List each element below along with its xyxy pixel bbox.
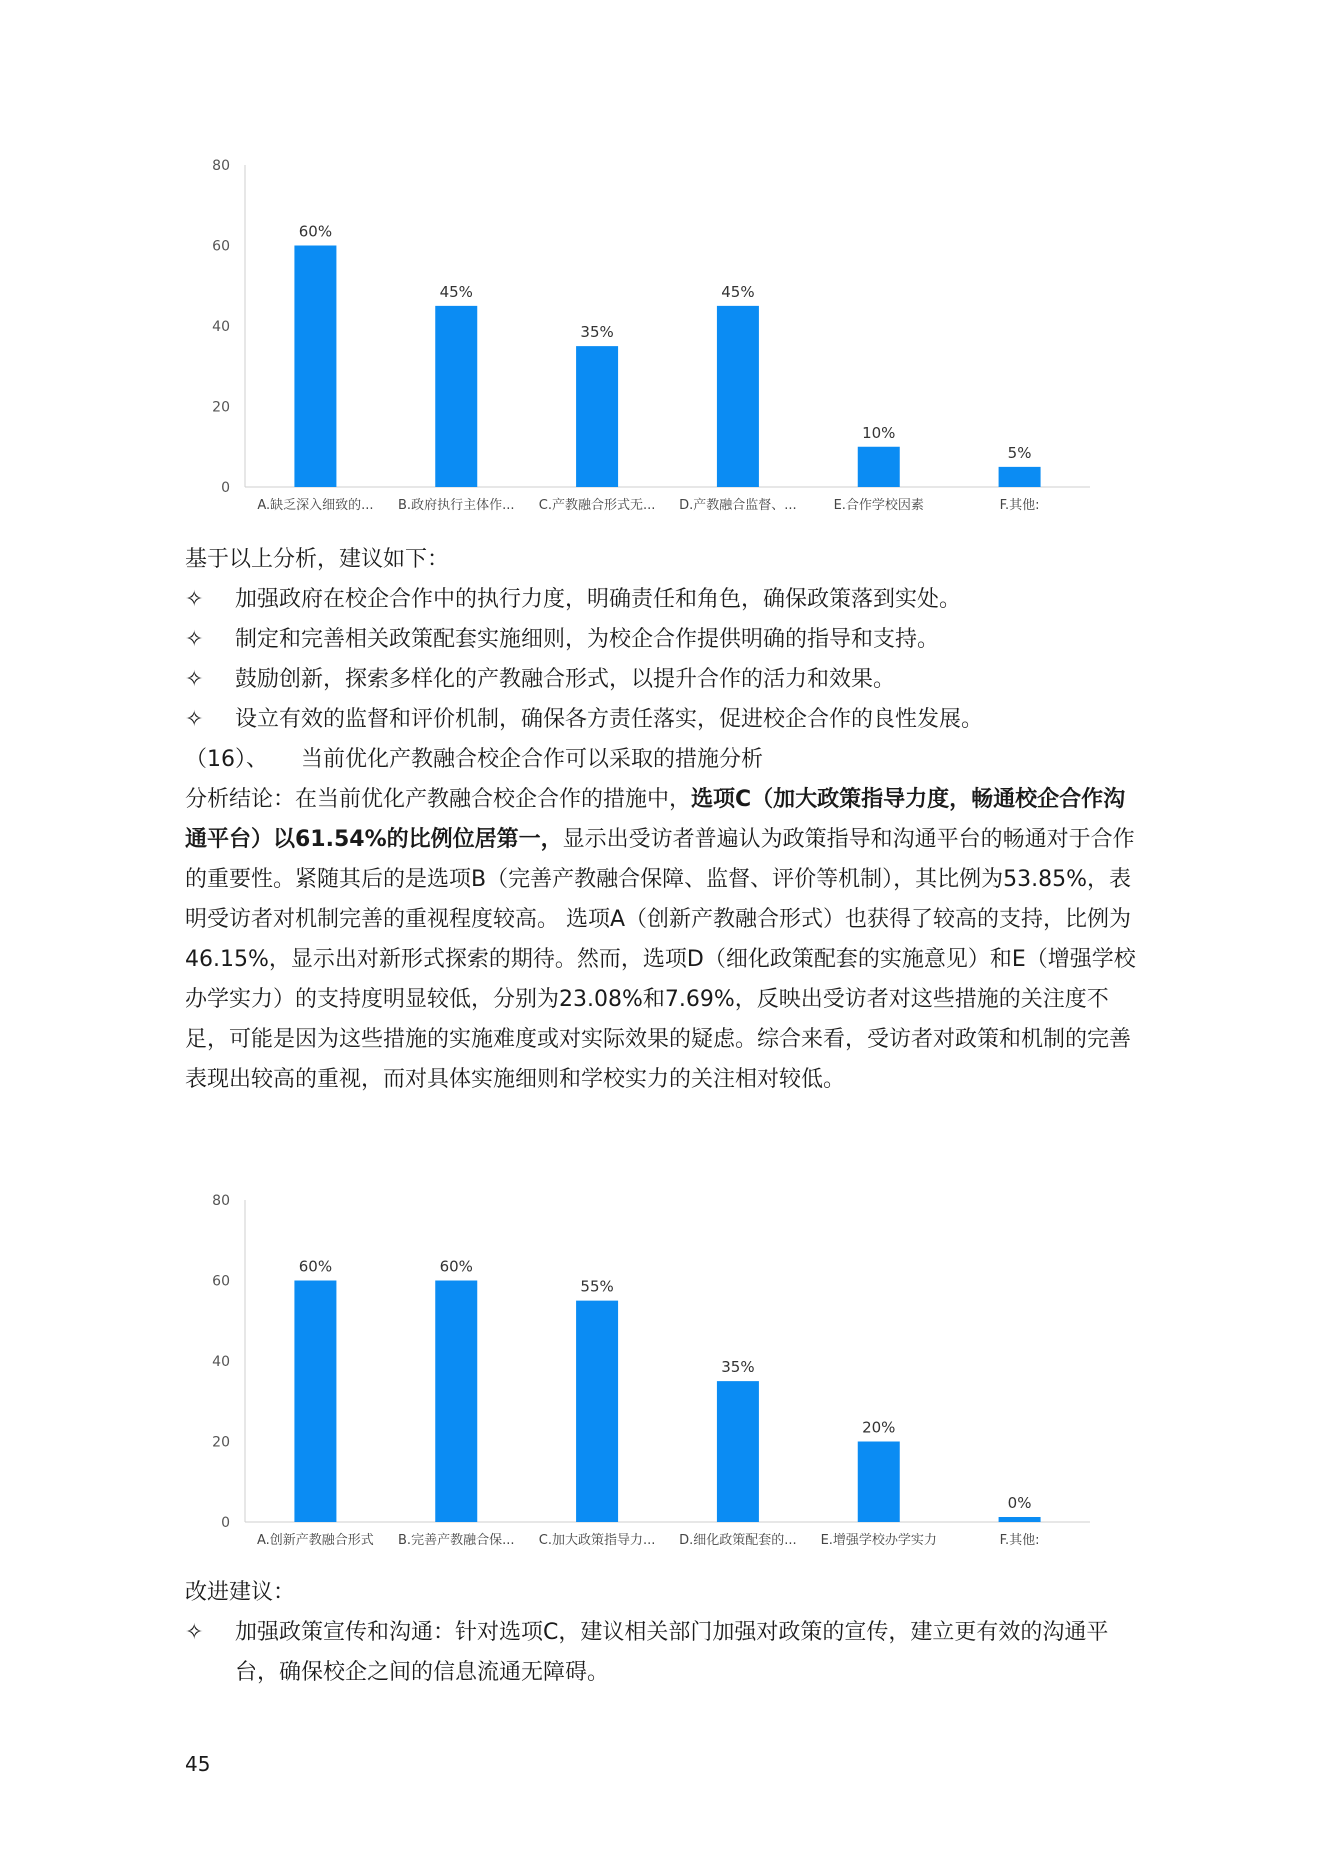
bar [717,306,759,487]
section-heading: （16）、 当前优化产教融合校企合作可以采取的措施分析 [185,747,763,772]
data-label: 35% [580,323,614,342]
suggestion-text: 制定和完善相关政策配套实施细则，为校企合作提供明确的指导和支持。 [235,627,940,652]
y-tick-label: 0 [221,1515,230,1531]
bar [294,246,336,488]
bar [435,1281,477,1523]
x-tick-label: F.其他: [999,1533,1040,1548]
x-tick-label: D.产教融合监督、... [679,498,797,513]
x-tick-label: A.创新产教融合形式 [257,1533,374,1548]
x-tick-label: E.增强学校办学实力 [820,1533,937,1548]
page-number: 45 [185,1752,211,1776]
suggestion-item [185,620,1145,660]
y-tick-label: 40 [212,319,230,335]
analysis-highlight: 选项C（加大政策指导力度，畅通校企合作沟通平台）以61.54%的比例位居第一， [185,787,1126,852]
analysis-body: 显示出受访者普遍认为政策指导和沟通平台的畅通对于合作的重要性。紧随其后的是选项B（完善产教融合保障、监督、评价等机制），其比例为53.85%，表明受访者对机制完善的重视程度较高。 选项A（创新产教融合形式）也获得了较高的支持，比例为46.15%，显示出对新形式探索的期待。然而，选项D（细化政策配套的实施意见）和E（增强学校办学实力）的支持度明显较低，分别为23.08%和7.69%，反映出受访者对这些措施的关注度不足，可能是因为这些措施的实施难度或对实际效果的疑虑。综合来看，受访者对政策和机制的完善表现出较高的重视，而对具体实施细则和学校实力的关注相对较低。 [185,827,1136,1092]
x-tick-label: F.其他: [999,498,1040,513]
y-tick-label: 60 [212,238,230,255]
data-label: 55% [580,1277,614,1296]
x-tick-label: D.细化政策配套的... [679,1533,797,1548]
suggestion-text: 设立有效的监督和评价机制，确保各方责任落实，促进校企合作的良性发展。 [235,707,984,732]
data-label: 0% [1007,1494,1032,1512]
data-label: 35% [721,1358,755,1377]
y-tick-label: 80 [212,158,230,174]
y-tick-label: 20 [212,1434,230,1451]
x-tick-label: A.缺乏深入细致的... [257,498,374,513]
y-tick-label: 20 [212,399,230,416]
x-tick-label: E.合作学校因素 [833,498,924,513]
bar [858,447,900,487]
bar [294,1281,336,1523]
x-tick-label: B.完善产教融合保... [398,1533,515,1548]
bar-chart-1 [180,145,1120,515]
sparkle-icon: ✧ [185,707,204,732]
x-tick-label: B.政府执行主体作... [398,498,515,513]
analysis-lead: 分析结论：在当前优化产教融合校企合作的措施中， [185,787,692,812]
bar-chart-1-svg [180,145,1120,515]
analysis-paragraph [185,780,1145,1100]
y-tick-label: 40 [212,1354,230,1370]
improvement-item [185,1613,1145,1693]
suggestion-item [185,700,1145,740]
suggestion-text: 加强政府在校企合作中的执行力度，明确责任和角色，确保政策落到实处。 [235,587,962,612]
y-tick-label: 60 [212,1273,230,1290]
y-tick-label: 80 [212,1193,230,1209]
improvement-intro: 改进建议： [185,1580,296,1605]
bar [576,1301,618,1522]
x-tick-label: C.产教融合形式无... [538,498,656,513]
data-label: 45% [721,282,755,301]
data-label: 20% [862,1418,896,1437]
bar [858,1442,900,1523]
suggestion-item [185,660,1145,700]
bar-chart-2 [180,1180,1120,1550]
bar [435,306,477,487]
y-tick-label: 0 [221,480,230,496]
bar [576,346,618,487]
suggestion-text: 鼓励创新，探索多样化的产教融合形式，以提升合作的活力和效果。 [235,667,896,692]
suggestion-intro: 基于以上分析，建议如下： [185,547,450,572]
bar-chart-2-svg [180,1180,1120,1550]
sparkle-icon: ✧ [185,667,204,692]
sparkle-icon: ✧ [185,587,204,612]
data-label: 60% [298,222,333,241]
improvement-text: 加强政策宣传和沟通：针对选项C，建议相关部门加强对政策的宣传，建立更有效的沟通平台，确保校企之间的信息流通无障碍。 [235,1620,1109,1685]
data-label: 10% [862,423,896,442]
data-label: 45% [439,282,473,301]
data-label: 60% [439,1257,473,1276]
bar [717,1381,759,1522]
sparkle-icon: ✧ [185,1620,204,1645]
data-label: 60% [298,1257,333,1276]
bar [999,467,1041,487]
suggestion-item [185,580,1145,620]
bar [999,1517,1041,1522]
sparkle-icon: ✧ [185,627,204,652]
data-label: 5% [1007,443,1032,462]
x-tick-label: C.加大政策指导力... [538,1533,656,1548]
